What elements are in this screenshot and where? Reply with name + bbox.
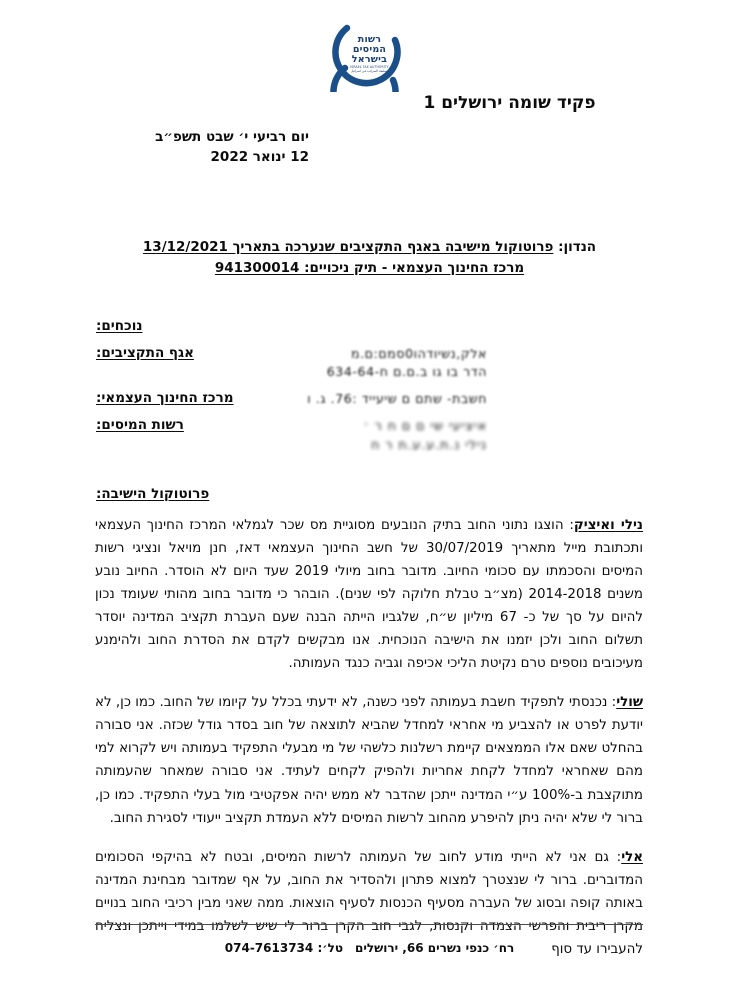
speaker-name: שולי	[616, 695, 643, 711]
footer-address: רח׳ כנפי נשרים 66, ירושלים	[354, 941, 515, 955]
page-title: פקיד שומה ירושלים 1	[423, 93, 596, 113]
attendees-section	[0, 318, 739, 463]
paragraph-text: : הוצגו נתוני החוב בתיק הנובעים מסוגיית מס שכר לגמלאי המרכז החינוך העצמאי ותכתובת מייל מתאריך 30/07/2019 של חשב החינוך העצמאי דאז, חנן מויאל ונציגי רשות המיסים והסכמתו עם סכומי החיוב. מדובר בחוב מיולי 2019 שעד היום לא הוסדר. החיוב נובע משנים 2014-2018 (מצ״ב טבלת חלוקה לפי שנים). הובהר כי מדובר בחוב מהותי שעומד נכון להיום על סך של כ- 67 מיליון ש״ח, שלגביו הייתה הבנה שעם העברת תקציב המדינה יוסדר תשלום החוב ולכן יזמנו את הישיבה הנוכחית. אנו מבקשים לקדם את הסדרת החוב ולהימנע מעיכובים נוספים טרם נקיטת הליכי אכיפה וגביה כנגד העמותה.	[95, 518, 643, 672]
attendee-label-independent-education: מרכז החינוך העצמאי:	[96, 390, 234, 407]
attendee-names-tax-authority	[264, 417, 487, 453]
logo-line-1: רשות	[357, 34, 382, 45]
footer	[0, 941, 739, 955]
paragraph-text: : נכנסתי לתפקיד חשבת בעמותה לפני כשנה, לא ידעתי בכלל על קיומו של החוב. כמו כן, לא יודעת לפרט או להצביע מי אחראי למחדל שהביא לתוצאה של חוב בסדר גודל שכזה. אני סבורה בהחלט שאם אלו הממצאים קיימת רשלנות כלשהי של מי מבעלי התפקיד בעמותה ויש לקרוא למי מהם שאחראי למחדל לקחת אחריות ולהפיק לקחים לעתיד. אני סבורה שמאחר שהעמותה מתוקצבת ב-100% ע״י המדינה ייתכן שהדבר לא ממש יהיה אפקטיבי מול בעלי התפקיד. כמו כן, ברור לי שלא יהיה ניתן להיפרע מהחוב לרשות המיסים ללא העמדת תקציב ייעודי לסגירת החוב.	[95, 695, 643, 826]
attendee-row	[0, 417, 739, 453]
attendee-names-independent-education	[264, 390, 487, 408]
date-hebrew: יום רביעי י׳ שבט תשפ״ב	[155, 129, 309, 145]
paragraph-nili-itzik	[95, 514, 643, 675]
date-gregorian: 12 ינואר 2022	[210, 148, 309, 165]
attendees-title: נוכחים:	[96, 318, 143, 334]
redacted-name: אלק,נשיודהו0סמם:ם.מ	[350, 346, 487, 361]
attendee-row	[0, 390, 739, 408]
footer-phone: טל׳: 074-7613734	[224, 941, 343, 955]
footer-divider	[95, 924, 643, 925]
paragraph-text: : גם אני לא הייתי מודע לחוב של העמותה לרשות המיסים, ובטח לא בהיקפי הסכומים המדוברים. ברור לי שנצטרך למצוא פתרון ולהסדיר את החוב, על אף שמדובר מבחינת המדינה באותה קופה ובסוג של העברה מסעיף הכנסות לסעיף הוצאות. ממה שאני מבין רכיבי החוב בנויים מקרן ריבית והפרשי הצמדה וקנסות, לגבי חוב הקרן ברור לי שיש לשלמו במידי וייתכן ונצליח להעבירו עד סוף	[95, 849, 643, 957]
attendee-label-tax-authority: רשות המיסים:	[96, 417, 184, 434]
logo-line-3: בישראל	[351, 53, 388, 65]
subject-line-2	[0, 258, 739, 279]
logo-line-2: המיסים	[352, 43, 387, 55]
speaker-name: אלי	[621, 849, 643, 865]
redacted-name: איציעי שי ם ם ח ר ׳	[363, 418, 487, 434]
redacted-name: הדר בו גו ב.ם.ם ח-634-64	[326, 364, 487, 380]
logo-text	[327, 35, 413, 73]
subject-prefix: הנדון:	[553, 239, 597, 255]
logo-line-4: ISRAEL TAX AUTHORITY	[350, 64, 389, 69]
attendee-row	[0, 345, 739, 381]
speaker-name: נילי ואיציק	[573, 518, 643, 533]
attendee-label-budget-division: אגף התקציבים:	[96, 345, 194, 361]
logo-container	[0, 18, 739, 92]
paragraph-shuli	[95, 691, 643, 829]
subject-text-2: מרכז החינוך העצמאי - תיק ניכויים: 941300014	[214, 259, 525, 276]
subject-line-1	[0, 237, 739, 258]
israel-tax-authority-logo	[327, 18, 413, 92]
redacted-name: חשבת- שתם ם שיעייד :76. ג. ו	[307, 391, 487, 407]
redacted-name: נילי נ.ת.ע.ע.ת ר ח	[371, 436, 487, 452]
attendee-names-budget-division	[264, 345, 487, 381]
subject-block	[0, 237, 739, 279]
document-date	[155, 128, 309, 167]
protocol-body	[95, 514, 643, 977]
subject-text-1: פרוטוקול מישיבה באגף התקציבים שנערכה בתאריך 13/12/2021	[142, 239, 554, 255]
logo-line-5: رسلطة الضرائب في اسرائيل	[350, 68, 389, 73]
protocol-title: פרוטוקול הישיבה:	[96, 486, 210, 502]
